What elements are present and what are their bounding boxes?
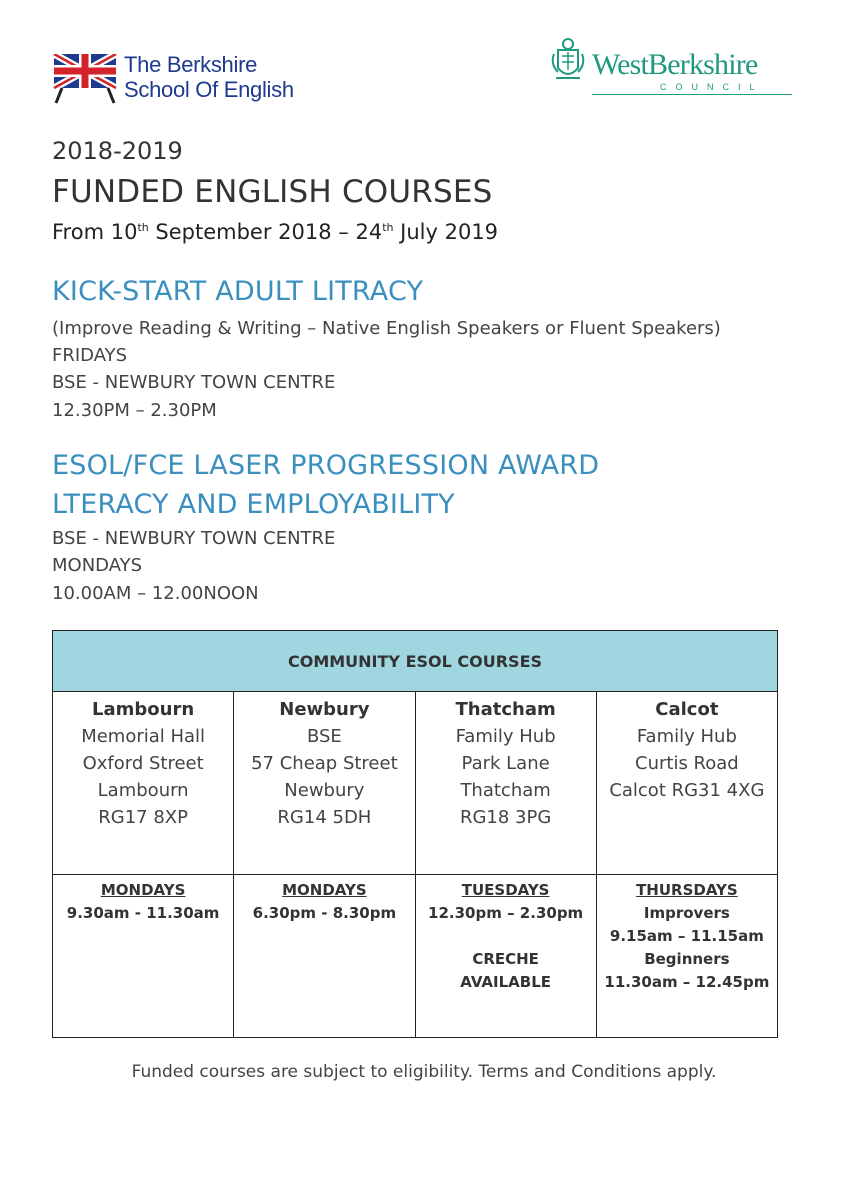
schedule-time: 9.30am - 11.30am [66,904,220,922]
address-line: Family Hub [455,726,556,747]
community-esol-table [52,630,778,1038]
dates-suffix: July 2019 [393,220,499,244]
schedule-day: MONDAYS [100,881,186,899]
schedule-calcot [596,875,777,1038]
schedule-time: 12.30pm – 2.30pm [428,904,584,922]
creche-note: AVAILABLE [460,973,552,991]
address-line: RG18 3PG [459,807,552,828]
schedule-day: TUESDAYS [461,881,550,899]
schedule-newbury [234,875,415,1038]
address-line: Lambourn [97,780,189,801]
council-subtitle: COUNCIL [660,82,764,92]
address-line: BSE [306,726,342,747]
schedule-time: 9.15am – 11.15am [609,927,764,945]
kickstart-title: KICK-START ADULT LITRACY [52,276,424,307]
school-name-line1: The Berkshire [124,52,258,77]
location-thatcham [415,692,596,875]
council-name: WestBerkshire [592,48,758,81]
location-name: Thatcham [455,699,556,720]
dates-sup-1: th [137,221,149,234]
address-line: Thatcham [460,780,551,801]
location-lambourn [53,692,234,875]
page-title: FUNDED ENGLISH COURSES [52,174,493,210]
schedule-lambourn [53,875,234,1038]
location-name: Calcot [655,699,719,720]
schedule-day: THURSDAYS [636,881,738,899]
esol-fce-day: MONDAYS [52,555,143,576]
location-name: Newbury [279,699,370,720]
schedule-day: MONDAYS [282,881,367,899]
address-line: Park Lane [461,753,550,774]
location-calcot [596,692,777,875]
school-name-line2: School Of English [124,77,294,102]
address-line: RG14 5DH [277,807,372,828]
esol-fce-location: BSE - NEWBURY TOWN CENTRE [52,528,336,549]
address-line: 57 Cheap Street [251,753,398,774]
union-jack-icon [52,54,118,104]
address-line: Newbury [284,780,365,801]
council-crest-icon [550,36,586,84]
footer-note: Funded courses are subject to eligibility. Terms and Conditions apply. [131,1062,717,1082]
schedule-level: Improvers [643,904,730,922]
dates-sup-2: th [382,221,394,234]
west-berkshire-logo [550,36,798,100]
creche-note: CRECHE [472,950,539,968]
academic-year: 2018-2019 [52,137,183,165]
course-dates [52,220,498,244]
address-line: Family Hub [636,726,737,747]
address-line: Curtis Road [635,753,739,774]
schedule-time: 6.30pm - 8.30pm [252,904,397,922]
kickstart-location: BSE - NEWBURY TOWN CENTRE [52,372,336,393]
location-name: Lambourn [92,699,195,720]
address-line: Memorial Hall [81,726,206,747]
schedule-time: 11.30am – 12.45pm [604,973,770,991]
address-line: Oxford Street [82,753,204,774]
kickstart-time: 12.30PM – 2.30PM [52,400,217,421]
esol-fce-time: 10.00AM – 12.00NOON [52,583,259,604]
schedule-thatcham [415,875,596,1038]
dates-middle: September 2018 – 24 [148,220,383,244]
bse-logo [52,52,332,108]
location-newbury [234,692,415,875]
spacer [416,925,596,948]
dates-prefix: From 10 [52,220,138,244]
schedule-level: Beginners [644,950,730,968]
kickstart-subtitle: (Improve Reading & Writing – Native English Speakers or Fluent Speakers) [52,318,721,339]
esol-fce-title-line2: LTERACY AND EMPLOYABILITY [52,489,455,520]
address-line: Calcot RG31 4XG [609,780,765,801]
table-heading: COMMUNITY ESOL COURSES [53,631,778,692]
council-divider [592,94,792,95]
kickstart-day: FRIDAYS [52,345,128,366]
address-line: RG17 8XP [98,807,188,828]
esol-fce-title-line1: ESOL/FCE LASER PROGRESSION AWARD [52,450,600,481]
